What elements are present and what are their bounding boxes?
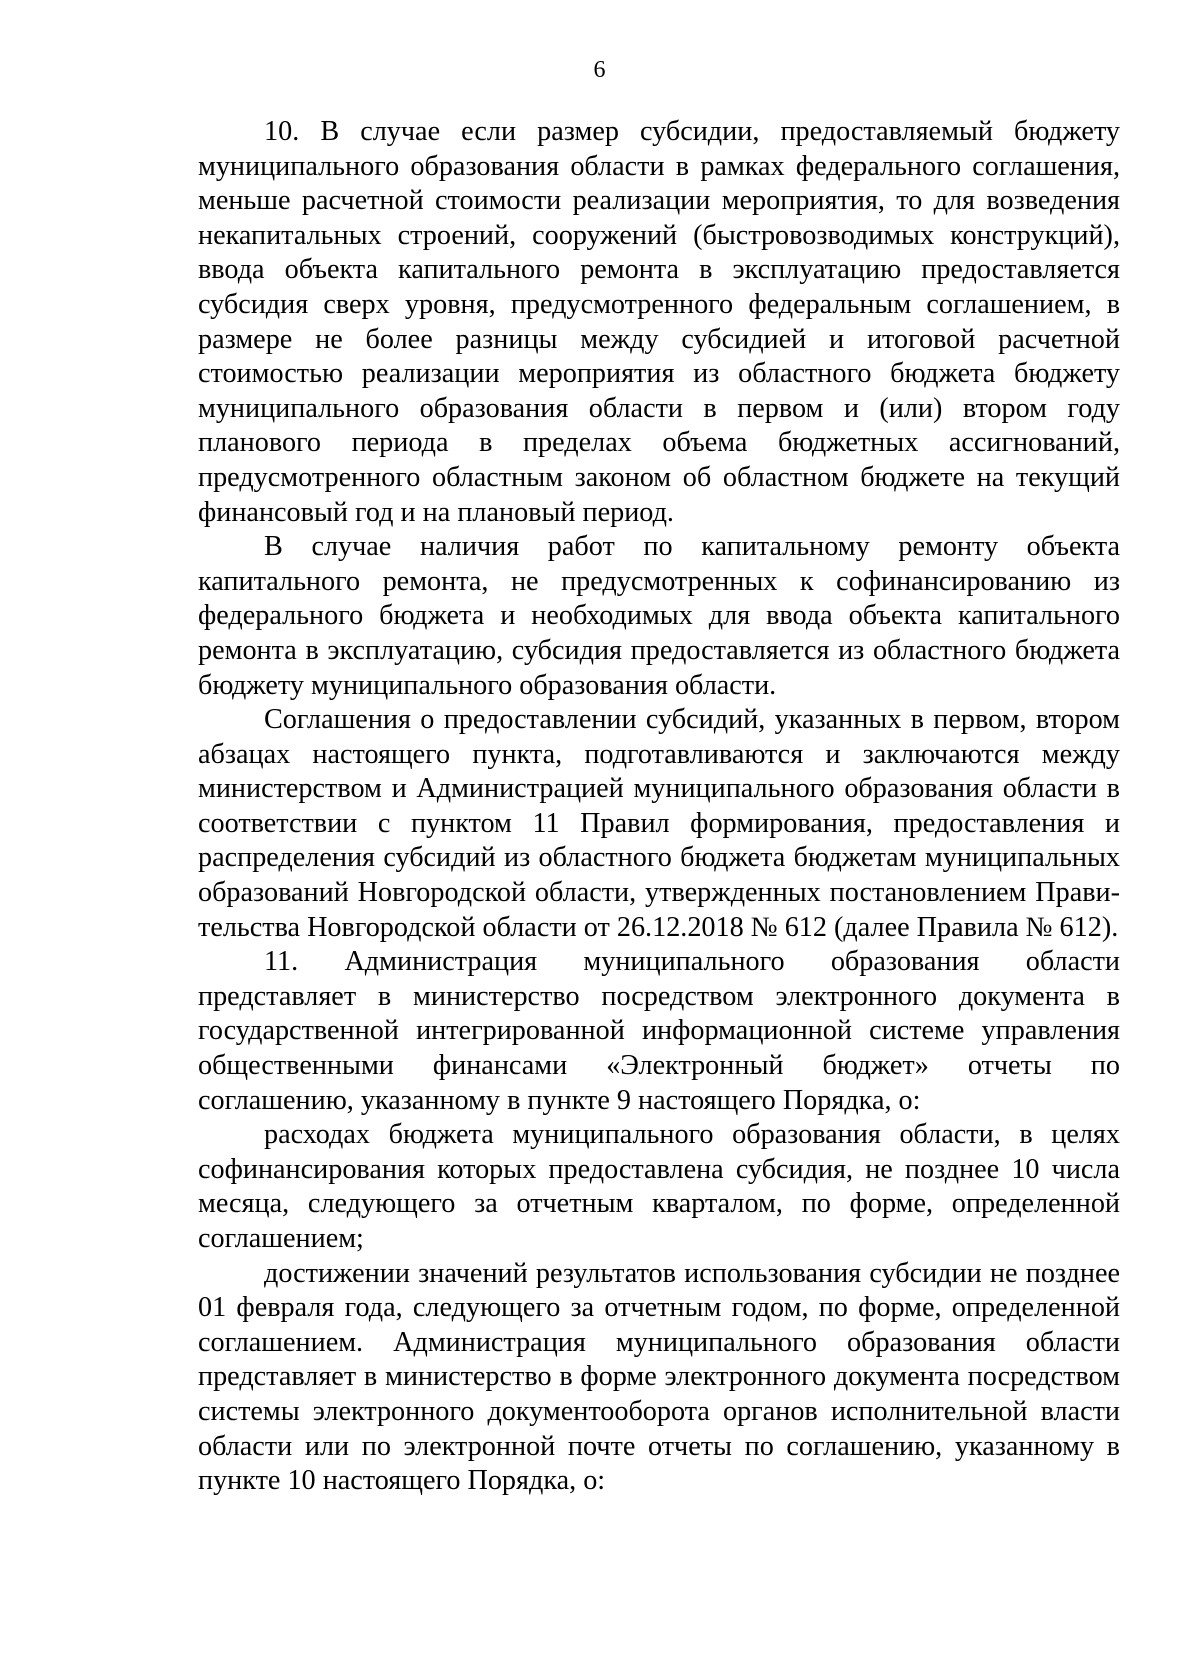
paragraph-11-main: 11. Администрация муниципального образования области представляет в министерство посредством электронного документа в государственной интегрированной информационной системе управления общественными финансами «Электронный бюджет» отчеты по соглашению, указанному в пункте 9 настоящего Порядка, о: (198, 946, 1120, 1116)
document-body (198, 115, 1120, 1499)
paragraph-capital-repair: В случае наличия работ по капитальному ремонту объекта капитального ремонта, не предусмотренных к софинансированию из федерального бюджета и необходимых для ввода объекта капитального ремонта в эксплуатацию, субсидия предоставляется из областного бюджета бюджету муниципального образования области. (198, 531, 1120, 701)
paragraph-results-report: достижении значений результатов использования субсидии не позднее 01 февраля года, следующего за отчетным годом, по форме, определенной соглашением. Администрация муниципального образования области представляет в министерство в форме электронного документа посредством системы электронного документооборота органов исполнительной власти области или по электронной почте отчеты по соглашению, указанному в пункте 10 настоящего Порядка, о: (198, 1257, 1120, 1497)
paragraph-subsidy-agreements: Соглашения о предоставлении субсидий, указанных в первом, втором абзацах настоящего пункта, подготавливаются и заключаются между министерством и Администрацией муниципального образования области в соответствии с пунктом 11 Правил формирования, предоставления и распределения субсидий из областного бюджета бюджетам муниципальных образований Новгородской области, утвержденных постановлением Правительства Новгородской области от 26.12.2018 № 612 (далее Правила № 612). (198, 704, 1120, 943)
paragraph-10-main: 10. В случае если размер субсидии, предоставляемый бюджету муниципального образования области в рамках федерального соглашения, меньше расчетной стоимости реализации мероприятия, то для возведения некапитальных строений, сооружений (быстровозводимых конструкций), ввода объекта капитального ремонта в эксплуатацию предоставляется субсидия сверх уровня, предусмотренного федеральным соглашением, в размере не более разницы между субсидией и итоговой расчетной стоимостью реализации мероприятия из областного бюджета бюджету муниципального образования области в первом и (или) втором году планового периода в пределах объема бюджетных ассигнований, предусмотренного областным законом об областном бюджете на текущий финансовый год и на плановый период. (198, 116, 1120, 528)
paragraph-expenses-report: расходах бюджета муниципального образования области, в целях софинансирования которых предоставлена субсидия, не позднее 10 числа месяца, следующего за отчетным кварталом, по форме, определенной соглашением; (198, 1119, 1120, 1254)
page-number: 6 (593, 57, 606, 83)
